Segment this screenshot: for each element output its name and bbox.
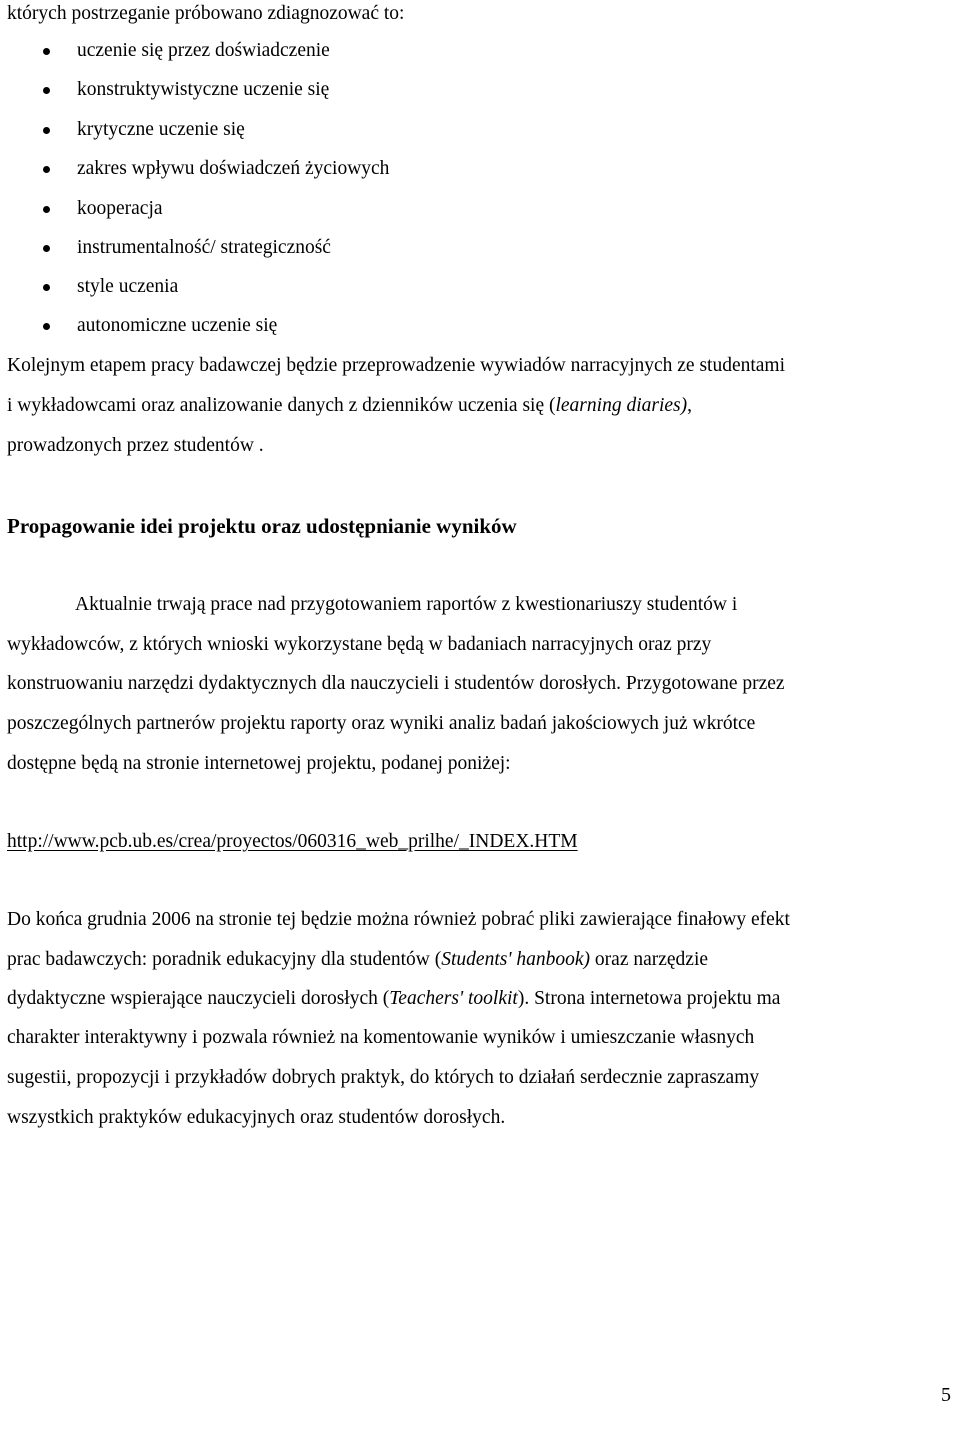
paragraph2-line: poszczególnych partnerów projektu raporty oraz wyniki analiz badań jakościowych już wkrótce — [7, 713, 756, 734]
list-item-text: krytyczne uczenie się — [77, 119, 245, 140]
paragraph3-text: ). Strona internetowa projektu ma — [517, 988, 781, 1009]
page-number: 5 — [941, 1384, 951, 1406]
list-item — [0, 118, 600, 142]
project-website-link[interactable]: http://www.pcb.ub.es/crea/proyectos/060316_web_prilhe/_INDEX.HTM — [7, 831, 578, 852]
paragraph3-text: oraz narzędzie — [590, 949, 709, 970]
list-item-text: autonomiczne uczenie się — [77, 315, 278, 336]
paragraph3-line — [7, 987, 780, 1011]
bullet-dot-icon — [43, 166, 50, 173]
list-item-text: instrumentalność/ strategiczność — [77, 237, 331, 258]
paragraph3-line — [7, 948, 708, 972]
paragraph3-line: sugestii, propozycji i przykładów dobrych praktyk, do których to działań serdecznie zapraszamy — [7, 1067, 760, 1088]
paragraph2-line: dostępne będą na stronie internetowej projektu, podanej poniżej: — [7, 753, 511, 774]
bullet-dot-icon — [43, 245, 50, 252]
section-heading: Propagowanie idei projektu oraz udostępnianie wyników — [7, 514, 517, 538]
list-item — [0, 275, 600, 299]
intro-line: których postrzeganie próbowano zdiagnozować to: — [7, 3, 405, 24]
students-handbook-term: Students' hanbook) — [441, 949, 591, 970]
list-item — [0, 314, 600, 338]
bullet-dot-icon — [43, 323, 50, 330]
list-item — [0, 236, 600, 260]
paragraph2-line: konstruowaniu narzędzi dydaktycznych dla nauczycieli i studentów dorosłych. Przygotowane przez — [7, 673, 785, 694]
paragraph1-line: Kolejnym etapem pracy badawczej będzie przeprowadzenie wywiadów narracyjnych ze studentami — [7, 355, 786, 376]
paragraph2-line: wykładowców, z których wnioski wykorzystane będą w badaniach narracyjnych oraz przy — [7, 634, 712, 655]
list-item — [0, 197, 600, 221]
paragraph3-line: wszystkich praktyków edukacyjnych oraz studentów dorosłych. — [7, 1107, 506, 1128]
learning-diaries-term: learning diaries) — [555, 395, 688, 416]
teachers-toolkit-term: Teachers' toolkit — [389, 988, 518, 1009]
bullet-dot-icon — [43, 206, 50, 213]
paragraph3-text: dydaktyczne wspierające nauczycieli dorosłych ( — [7, 988, 390, 1009]
bullet-dot-icon — [43, 284, 50, 291]
paragraph3-line: Do końca grudnia 2006 na stronie tej będzie można również pobrać pliki zawierające finałowy efekt — [7, 909, 790, 930]
list-item-text: zakres wpływu doświadczeń życiowych — [77, 158, 390, 179]
list-item-text: konstruktywistyczne uczenie się — [77, 79, 330, 100]
paragraph1-text: i wykładowcami oraz analizowanie danych z dzienników uczenia się ( — [7, 395, 556, 416]
list-item-text: style uczenia — [77, 276, 179, 297]
bullet-dot-icon — [43, 127, 50, 134]
paragraph1-line — [7, 394, 692, 418]
list-item — [0, 157, 600, 181]
list-item — [0, 78, 600, 102]
bullet-dot-icon — [43, 87, 50, 94]
paragraph3-text: prac badawczych: poradnik edukacyjny dla studentów ( — [7, 949, 442, 970]
paragraph3-line: charakter interaktywny i pozwala również na komentowanie wyników i umieszczanie własnych — [7, 1027, 755, 1048]
paragraph1-text: , — [687, 395, 692, 416]
list-item — [0, 39, 600, 63]
paragraph2-line: Aktualnie trwają prace nad przygotowaniem raportów z kwestionariuszy studentów i — [75, 594, 738, 615]
list-item-text: uczenie się przez doświadczenie — [77, 40, 330, 61]
bullet-dot-icon — [43, 48, 50, 55]
list-item-text: kooperacja — [77, 198, 163, 219]
paragraph1-line: prowadzonych przez studentów . — [7, 435, 264, 456]
